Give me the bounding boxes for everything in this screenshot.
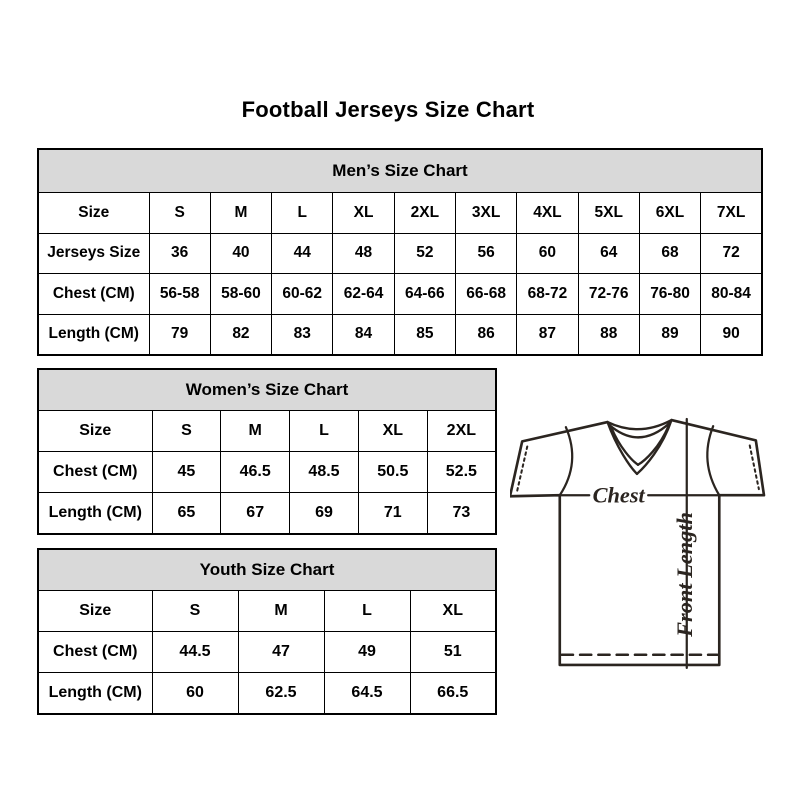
- size-value-cell: 46.5: [221, 452, 290, 493]
- size-value-cell: 49: [324, 632, 410, 673]
- table-row: [38, 673, 496, 715]
- size-value-cell: 72: [701, 233, 762, 274]
- table-row: [38, 314, 762, 355]
- table-header-row: [38, 549, 496, 591]
- size-value-cell: S: [152, 591, 238, 632]
- womens-size-table: [37, 368, 497, 535]
- jersey-illustration: [510, 416, 766, 672]
- size-value-cell: 60: [152, 673, 238, 715]
- size-value-cell: 87: [517, 314, 578, 355]
- size-value-cell: 52: [394, 233, 455, 274]
- size-value-cell: 88: [578, 314, 639, 355]
- size-value-cell: 64.5: [324, 673, 410, 715]
- size-value-cell: 6XL: [639, 193, 700, 234]
- youth-size-table: [37, 548, 497, 715]
- size-value-cell: S: [152, 411, 221, 452]
- page-title: Football Jerseys Size Chart: [241, 97, 535, 122]
- size-value-cell: 73: [427, 493, 496, 535]
- row-label: Size: [38, 193, 149, 234]
- size-value-cell: XL: [333, 193, 394, 234]
- table-row: [38, 233, 762, 274]
- size-value-cell: 62-64: [333, 274, 394, 315]
- size-value-cell: 3XL: [455, 193, 516, 234]
- row-label: Size: [38, 591, 152, 632]
- size-value-cell: 82: [210, 314, 271, 355]
- row-label: Length (CM): [38, 314, 149, 355]
- size-value-cell: M: [210, 193, 271, 234]
- size-value-cell: 7XL: [701, 193, 762, 234]
- table-header-row: [38, 369, 496, 411]
- size-value-cell: 58-60: [210, 274, 271, 315]
- size-value-cell: 69: [290, 493, 359, 535]
- size-value-cell: 68: [639, 233, 700, 274]
- row-label: Length (CM): [38, 673, 152, 715]
- table-row: [38, 193, 762, 234]
- size-value-cell: 56: [455, 233, 516, 274]
- jersey-measurement-diagram: [510, 416, 766, 672]
- row-label: Size: [38, 411, 152, 452]
- size-value-cell: 56-58: [149, 274, 210, 315]
- size-value-cell: 60: [517, 233, 578, 274]
- size-value-cell: 4XL: [517, 193, 578, 234]
- table-row: [38, 452, 496, 493]
- size-value-cell: 67: [221, 493, 290, 535]
- size-value-cell: 68-72: [517, 274, 578, 315]
- table-title: Youth Size Chart: [38, 549, 496, 591]
- size-value-cell: 85: [394, 314, 455, 355]
- size-value-cell: 65: [152, 493, 221, 535]
- size-value-cell: M: [221, 411, 290, 452]
- size-value-cell: 90: [701, 314, 762, 355]
- size-value-cell: 86: [455, 314, 516, 355]
- size-value-cell: 45: [152, 452, 221, 493]
- row-label: Length (CM): [38, 493, 152, 535]
- size-value-cell: 5XL: [578, 193, 639, 234]
- table-row: [38, 591, 496, 632]
- table-row: [38, 493, 496, 535]
- size-value-cell: 64-66: [394, 274, 455, 315]
- size-value-cell: 44.5: [152, 632, 238, 673]
- size-value-cell: 2XL: [427, 411, 496, 452]
- size-value-cell: 66-68: [455, 274, 516, 315]
- size-value-cell: 76-80: [639, 274, 700, 315]
- size-value-cell: 47: [238, 632, 324, 673]
- table-row: [38, 274, 762, 315]
- size-value-cell: 80-84: [701, 274, 762, 315]
- size-value-cell: 79: [149, 314, 210, 355]
- table-title: Women’s Size Chart: [38, 369, 496, 411]
- size-value-cell: 44: [272, 233, 333, 274]
- table-title: Men’s Size Chart: [38, 149, 762, 193]
- size-value-cell: 60-62: [272, 274, 333, 315]
- size-value-cell: 52.5: [427, 452, 496, 493]
- size-value-cell: M: [238, 591, 324, 632]
- size-value-cell: S: [149, 193, 210, 234]
- row-label: Chest (CM): [38, 274, 149, 315]
- size-value-cell: 64: [578, 233, 639, 274]
- size-value-cell: 48.5: [290, 452, 359, 493]
- size-value-cell: 72-76: [578, 274, 639, 315]
- chest-label: Chest: [592, 482, 645, 508]
- size-value-cell: 40: [210, 233, 271, 274]
- size-value-cell: L: [324, 591, 410, 632]
- size-value-cell: 2XL: [394, 193, 455, 234]
- size-value-cell: 83: [272, 314, 333, 355]
- size-value-cell: 48: [333, 233, 394, 274]
- size-value-cell: 36: [149, 233, 210, 274]
- size-value-cell: 62.5: [238, 673, 324, 715]
- row-label: Chest (CM): [38, 452, 152, 493]
- size-value-cell: 89: [639, 314, 700, 355]
- front-length-label: Front Length: [671, 512, 697, 637]
- mens-size-table: [37, 148, 763, 356]
- size-value-cell: 50.5: [358, 452, 427, 493]
- size-value-cell: L: [290, 411, 359, 452]
- row-label: Jerseys Size: [38, 233, 149, 274]
- jersey-outline: [510, 420, 764, 665]
- size-value-cell: 66.5: [410, 673, 496, 715]
- size-value-cell: XL: [410, 591, 496, 632]
- size-value-cell: L: [272, 193, 333, 234]
- size-value-cell: XL: [358, 411, 427, 452]
- row-label: Chest (CM): [38, 632, 152, 673]
- table-row: [38, 411, 496, 452]
- size-value-cell: 51: [410, 632, 496, 673]
- table-row: [38, 632, 496, 673]
- size-value-cell: 84: [333, 314, 394, 355]
- left-armhole-seam: [560, 427, 572, 495]
- right-armhole-seam: [707, 426, 719, 495]
- v-neck-collar-icon: [608, 420, 672, 474]
- table-header-row: [38, 149, 762, 193]
- size-value-cell: 71: [358, 493, 427, 535]
